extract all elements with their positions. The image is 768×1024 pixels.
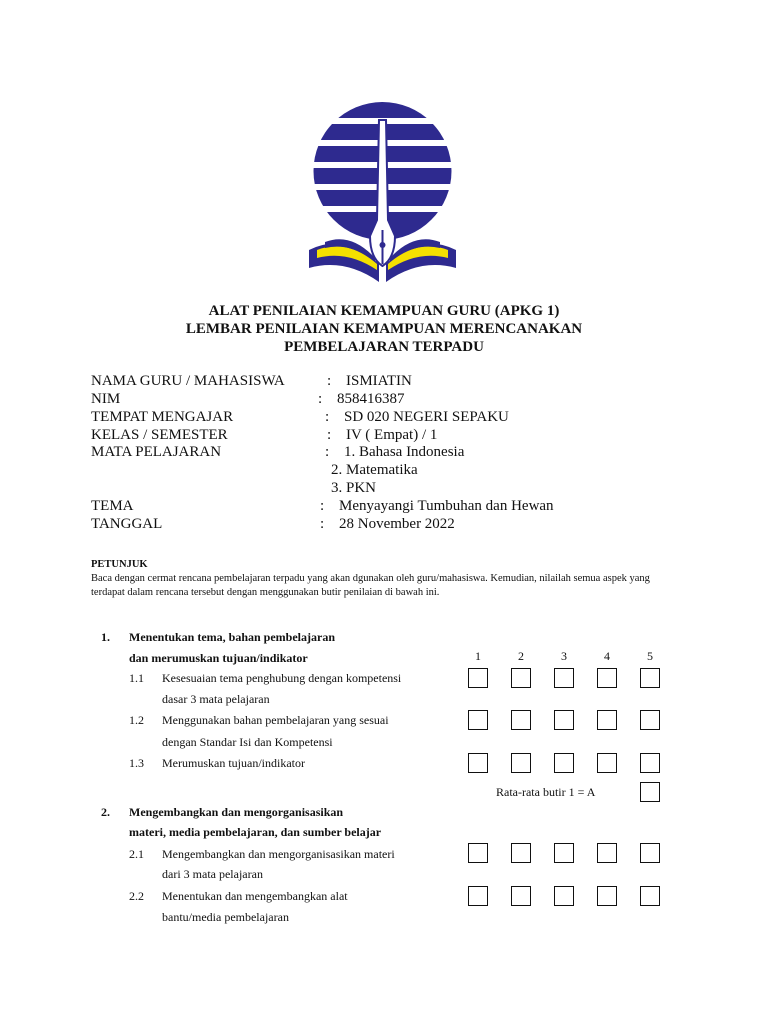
score-box[interactable] (468, 843, 488, 863)
score-box[interactable] (597, 710, 617, 730)
score-box[interactable] (511, 668, 531, 688)
score-box[interactable] (597, 886, 617, 906)
score-box[interactable] (554, 668, 574, 688)
document-title-line-3: PEMBELAJARAN TERPADU (284, 339, 484, 355)
score-box[interactable] (597, 668, 617, 688)
item-1-2-text-line-2: dengan Standar Isi dan Kompetensi (162, 735, 333, 749)
document-title-line-2: LEMBAR PENILAIAN KEMAMPUAN MERENCANAKAN (185, 321, 583, 337)
item-2-1-number: 2.1 (129, 847, 144, 861)
item-1-1-text-line-1: Kesesuaian tema penghubung dengan kompetensi (162, 671, 402, 685)
score-box[interactable] (511, 886, 531, 906)
field-value-tema: Menyayangi Tumbuhan dan Hewan (339, 498, 554, 514)
score-box[interactable] (554, 753, 574, 773)
field-value-mapel-2: 2. Matematika (331, 462, 418, 478)
item-2-1-text-line-1: Mengembangkan dan mengorganisasikan materi (162, 847, 395, 861)
item-2-2-text-line-1: Menentukan dan mengembangkan alat (162, 889, 348, 903)
field-label-nama: NAMA GURU / MAHASISWA (91, 373, 285, 389)
scale-label-1: 1 (475, 649, 481, 663)
field-sep-nim: : (318, 391, 323, 407)
section-2-number: 2. (101, 805, 110, 819)
item-1-1-text-line-2: dasar 3 mata pelajaran (162, 692, 270, 706)
document-title-line-1: ALAT PENILAIAN KEMAMPUAN GURU (APKG 1) (208, 303, 560, 319)
field-sep-nama: : (327, 373, 332, 389)
scale-label-3: 3 (561, 649, 567, 663)
field-value-nama: ISMIATIN (346, 373, 412, 389)
item-1-2-text-line-1: Menggunakan bahan pembelajaran yang sesuai (162, 713, 389, 727)
item-1-2-number: 1.2 (129, 713, 144, 727)
field-value-tanggal: 28 November 2022 (339, 516, 455, 532)
score-box[interactable] (640, 843, 660, 863)
field-sep-tempat: : (325, 409, 330, 425)
field-label-tempat: TEMPAT MENGAJAR (91, 409, 234, 425)
score-box[interactable] (468, 668, 488, 688)
score-box[interactable] (511, 753, 531, 773)
field-value-mapel-1: 1. Bahasa Indonesia (344, 444, 465, 460)
score-box[interactable] (554, 843, 574, 863)
score-box[interactable] (511, 710, 531, 730)
score-box[interactable] (554, 886, 574, 906)
average-label: Rata-rata butir 1 = A (496, 785, 596, 799)
score-box[interactable] (511, 843, 531, 863)
item-1-3-text-line-1: Merumuskan tujuan/indikator (162, 756, 305, 770)
score-box[interactable] (597, 753, 617, 773)
field-sep-kelas: : (327, 427, 332, 443)
score-box[interactable] (597, 843, 617, 863)
field-label-mapel: MATA PELAJARAN (91, 444, 222, 460)
scale-label-2: 2 (518, 649, 524, 663)
score-box[interactable] (468, 710, 488, 730)
section-2-heading-line-1: Mengembangkan dan mengorganisasikan (129, 805, 344, 819)
field-label-kelas: KELAS / SEMESTER (91, 427, 228, 443)
field-value-mapel-3: 3. PKN (331, 480, 377, 496)
score-box[interactable] (468, 753, 488, 773)
field-label-nim: NIM (91, 391, 121, 407)
field-sep-tanggal: : (320, 516, 325, 532)
scale-label-4: 4 (604, 649, 610, 663)
item-1-3-number: 1.3 (129, 756, 144, 770)
item-2-1-text-line-2: dari 3 mata pelajaran (162, 867, 263, 881)
instructions-text: Baca dengan cermat rencana pembelajaran terpadu yang akan dgunakan oleh guru/mahasiswa. Kemudian, nilailah semua aspek yang terdapat dalam rencana tersebut dengan menggunakan butir penilaian di bawah ini. (91, 573, 650, 598)
field-label-tema: TEMA (91, 498, 134, 514)
score-box[interactable] (640, 668, 660, 688)
section-1-heading-line-1: Menentukan tema, bahan pembelajaran (129, 630, 336, 644)
scale-label-5: 5 (647, 649, 653, 663)
field-value-tempat: SD 020 NEGERI SEPAKU (344, 409, 509, 425)
score-box[interactable] (640, 710, 660, 730)
university-logo (305, 100, 460, 282)
field-sep-mapel: : (325, 444, 330, 460)
field-value-kelas: IV ( Empat) / 1 (346, 427, 438, 443)
score-box[interactable] (640, 753, 660, 773)
section-2-heading-line-2: materi, media pembelajaran, dan sumber belajar (129, 825, 382, 839)
score-box[interactable] (554, 710, 574, 730)
field-sep-tema: : (320, 498, 325, 514)
average-box[interactable] (640, 782, 660, 802)
field-label-tanggal: TANGGAL (91, 516, 163, 532)
section-1-heading-line-2: dan merumuskan tujuan/indikator (129, 651, 308, 665)
instructions-heading: PETUNJUK (91, 559, 148, 570)
field-value-nim: 858416387 (337, 391, 405, 407)
score-box[interactable] (468, 886, 488, 906)
section-1-number: 1. (101, 630, 110, 644)
score-box[interactable] (640, 886, 660, 906)
item-1-1-number: 1.1 (129, 671, 144, 685)
item-2-2-text-line-2: bantu/media pembelajaran (162, 910, 289, 924)
item-2-2-number: 2.2 (129, 889, 144, 903)
